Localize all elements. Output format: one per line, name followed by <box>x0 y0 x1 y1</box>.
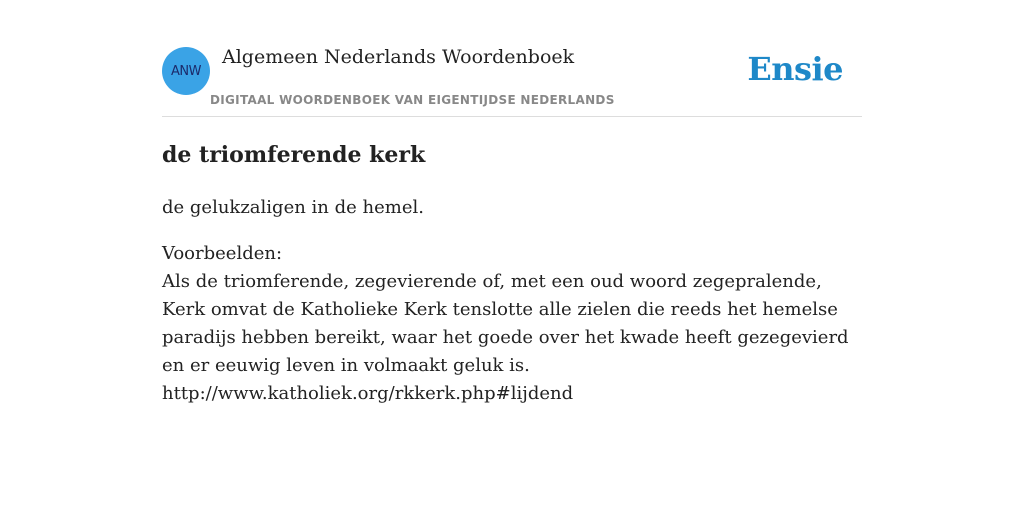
ensie-brand-logo[interactable]: Ensie <box>747 50 843 88</box>
example-text: Als de triomferende, zegevierende of, met een oud woord zegepralende, Kerk omvat de Katholieke Kerk tenslotte alle zielen die reeds het hemelse paradijs hebben bereikt, waar het goede over het kwade heeft gezegevierd en er eeuwig leven in volmaakt geluk is. <box>162 271 849 376</box>
entry-content <box>162 140 862 408</box>
site-title[interactable]: Algemeen Nederlands Woordenboek <box>222 46 575 68</box>
example-source: http://www.katholiek.org/rkkerk.php#lijdend <box>162 383 574 404</box>
logo-text: ANW <box>171 63 201 79</box>
anw-logo[interactable] <box>162 47 210 95</box>
entry-examples <box>162 240 862 408</box>
site-subtitle: DIGITAAL WOORDENBOEK VAN EIGENTIJDSE NEDERLANDS <box>210 93 615 107</box>
entry-term: de triomferende kerk <box>162 142 426 168</box>
site-header <box>162 46 862 117</box>
examples-label: Voorbeelden: <box>162 243 283 264</box>
entry-definition: de gelukzaligen in de hemel. <box>162 197 424 218</box>
